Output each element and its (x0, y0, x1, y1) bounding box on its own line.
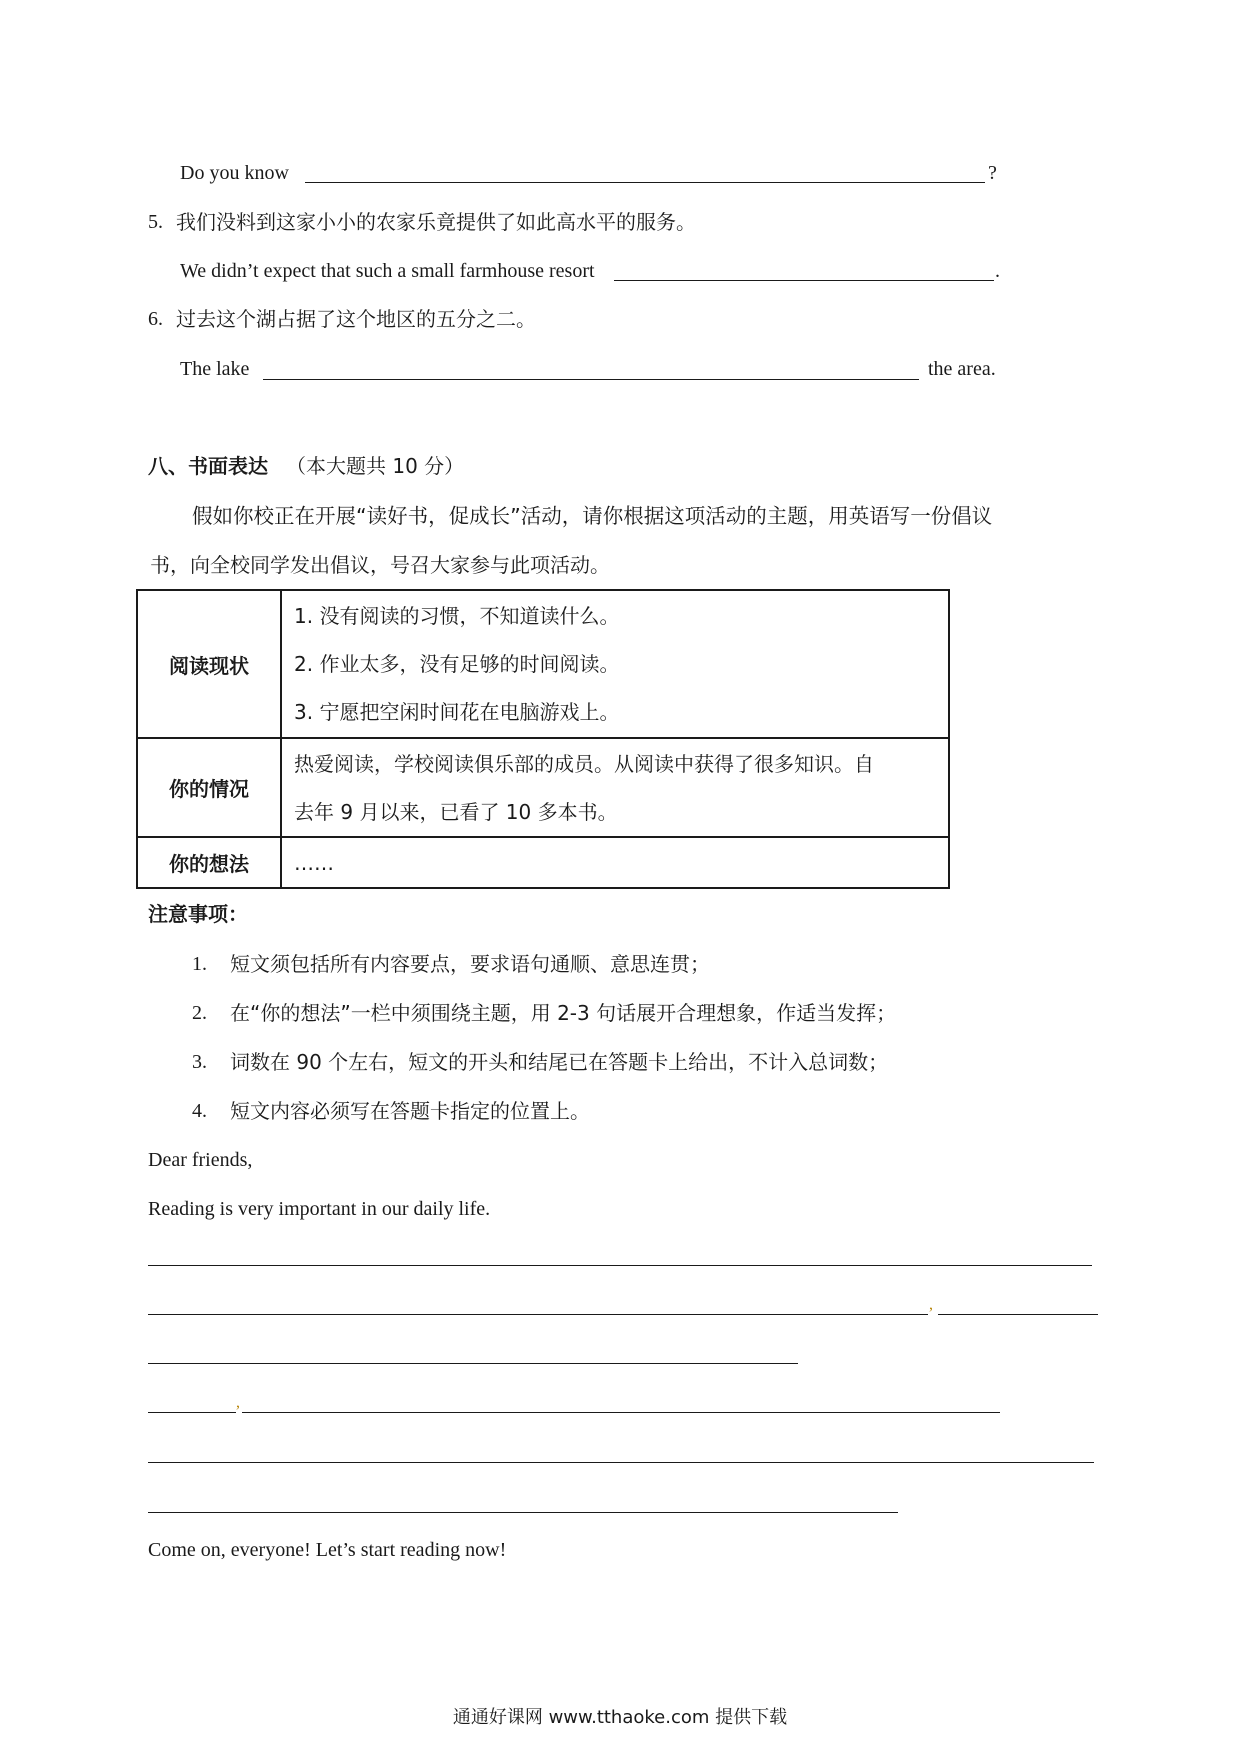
comma-mark: , (236, 1394, 240, 1411)
note-text: 在“你的想法”一栏中须围绕主题，用 2-3 句话展开合理想象，作适当发挥； (230, 1001, 897, 1025)
letter-greeting: Dear friends, (148, 1149, 253, 1171)
q6-answer-blank[interactable] (263, 379, 919, 380)
section8-heading: 八、书面表达 (148, 454, 268, 478)
row-content-reading-status (281, 590, 949, 738)
writing-line[interactable] (148, 1265, 1092, 1266)
table-row (137, 590, 949, 738)
table-row (137, 738, 949, 837)
note-text: 短文内容必须写在答题卡指定的位置上。 (230, 1099, 590, 1123)
row-label-your-ideas: 你的想法 (137, 837, 281, 888)
q4-suffix: ? (988, 162, 997, 184)
list-item: 热爱阅读，学校阅读俱乐部的成员。从阅读中获得了很多知识。自 (294, 751, 874, 776)
note-number: 3. (192, 1051, 207, 1073)
note-number: 2. (192, 1002, 207, 1024)
q4-prefix: Do you know (180, 162, 289, 184)
letter-opening: Reading is very important in our daily life. (148, 1198, 491, 1220)
list-item: 2. 作业太多，没有足够的时间阅读。 (294, 652, 620, 676)
q5-prefix: We didn’t expect that such a small farmhouse resort (180, 260, 595, 282)
page-footer: 通通好课网 www.tthaoke.com 提供下载 (452, 1707, 788, 1728)
section8-points: （本大题共 10 分） (286, 454, 465, 478)
q5-chinese: 我们没料到这家小小的农家乐竟提供了如此高水平的服务。 (176, 210, 696, 234)
writing-line[interactable] (242, 1412, 1000, 1413)
table-row (137, 837, 949, 888)
writing-line[interactable] (938, 1314, 1098, 1315)
row-content-your-ideas: …… (281, 837, 949, 888)
q6-number: 6. (148, 308, 163, 330)
note-text: 词数在 90 个左右，短文的开头和结尾已在答题卡上给出，不计入总词数； (230, 1050, 889, 1074)
list-item: 去年 9 月以来，已看了 10 多本书。 (294, 799, 618, 824)
letter-closing: Come on, everyone! Let’s start reading now! (148, 1539, 507, 1561)
writing-requirements-table (136, 589, 950, 889)
q6-chinese: 过去这个湖占据了这个地区的五分之二。 (176, 307, 536, 331)
row-label-reading-status: 阅读现状 (137, 590, 281, 738)
comma-mark: , (929, 1296, 933, 1313)
writing-line[interactable] (148, 1314, 928, 1315)
writing-line[interactable] (148, 1462, 1094, 1463)
writing-line[interactable] (148, 1363, 798, 1364)
q4-answer-blank[interactable] (305, 182, 985, 183)
row-content-your-situation (281, 738, 949, 837)
note-number: 1. (192, 953, 207, 975)
list-item: 3. 宁愿把空闲时间花在电脑游戏上。 (294, 700, 620, 724)
q6-suffix: the area. (928, 358, 996, 380)
q5-number: 5. (148, 211, 163, 233)
list-item: 1. 没有阅读的习惯，不知道读什么。 (294, 604, 620, 628)
notes-title: 注意事项： (148, 902, 248, 926)
writing-line[interactable] (148, 1512, 898, 1513)
section8-intro-line2: 书，向全校同学发出倡议，号召大家参与此项活动。 (150, 553, 610, 577)
row-label-your-situation: 你的情况 (137, 738, 281, 837)
note-text: 短文须包括所有内容要点，要求语句通顺、意思连贯； (230, 952, 710, 976)
q5-answer-blank[interactable] (614, 280, 994, 281)
section8-intro-line1: 假如你校正在开展“读好书，促成长”活动，请你根据这项活动的主题，用英语写一份倡议 (192, 504, 993, 528)
writing-line[interactable] (148, 1412, 236, 1413)
note-number: 4. (192, 1100, 207, 1122)
q5-suffix: . (995, 260, 1000, 282)
q6-prefix: The lake (180, 358, 250, 380)
